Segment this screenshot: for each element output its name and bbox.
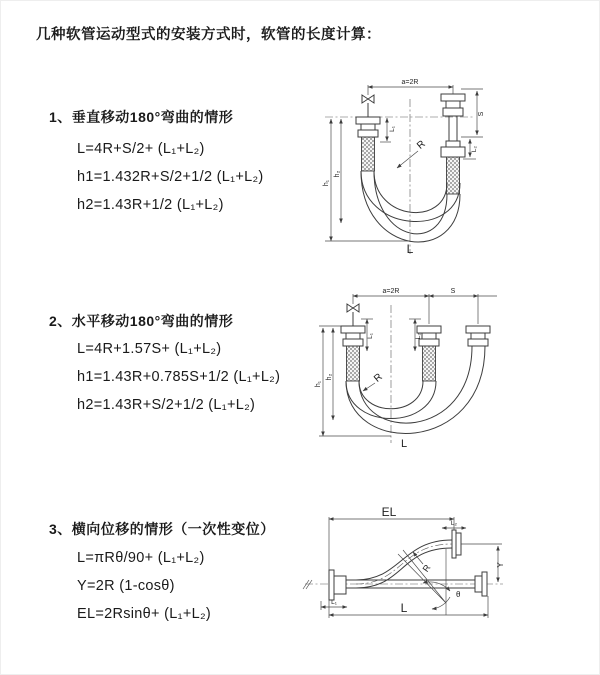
- dim-label-el: EL: [381, 505, 397, 519]
- braided-hose-section: [347, 346, 360, 381]
- hose-u-bend: [361, 171, 460, 242]
- section-2-heading: 2、水平移动180°弯曲的情形: [49, 313, 234, 329]
- section-3-heading: 3、横向位移的情形（一次性变位）: [49, 521, 275, 537]
- formula-line: L=4R+1.57S+ (L₁+L₂): [77, 341, 222, 357]
- diagram-vertical-180-bend: [311, 71, 596, 261]
- formula-line: EL=2Rsinθ+ (L₁+L₂): [77, 606, 212, 622]
- dim-label-y: Y: [496, 562, 505, 568]
- page-title: 几种软管运动型式的安装方式时，软管的长度计算：: [36, 27, 381, 43]
- right-flange-fitting: [466, 326, 490, 346]
- length-label: L: [406, 242, 414, 256]
- top-flange: [452, 530, 461, 558]
- dim-label-h1: h₁: [315, 380, 322, 388]
- dim-label-h1: h₁: [323, 179, 330, 187]
- dim-label-l1: L₁: [367, 333, 374, 339]
- dim-label-s: S: [478, 111, 485, 117]
- right-flange: [475, 572, 487, 596]
- dim-label-h2: h₂: [326, 373, 333, 381]
- formula-line: h2=1.43R+1/2 (L₁+L₂): [77, 197, 224, 213]
- formula-line: h1=1.432R+S/2+1/2 (L₁+L₂): [77, 169, 264, 185]
- valve-icon: [347, 304, 359, 312]
- dim-label-l2: L₂: [415, 332, 422, 340]
- formula-line: L=πRθ/90+ (L₁+L₂): [77, 550, 205, 566]
- diagram-lateral-displacement: [301, 499, 600, 663]
- formula-line: L=4R+S/2+ (L₁+L₂): [77, 141, 205, 157]
- left-flange-fitting: [341, 326, 365, 346]
- right-flange-fitting-upper: [441, 94, 465, 116]
- section-1-heading: 1、垂直移动180°弯曲的情形: [49, 109, 234, 125]
- valve-icon: [362, 95, 374, 103]
- formula-line: h2=1.43R+S/2+1/2 (L₁+L₂): [77, 397, 256, 413]
- formula-line: h1=1.43R+0.785S+1/2 (L₁+L₂): [77, 369, 281, 385]
- radius-label: R: [420, 562, 433, 574]
- length-label: L: [400, 438, 408, 450]
- dim-label-a2r: a=2R: [401, 79, 419, 86]
- right-flange-fitting-lower: [441, 141, 465, 157]
- dim-label-l1: L₁: [331, 599, 337, 606]
- braided-hose-section: [447, 157, 460, 194]
- formula-line: Y=2R (1-cosθ): [77, 578, 175, 594]
- dim-label-l2: L₂: [471, 145, 478, 153]
- hose-s-curve: [356, 540, 452, 588]
- dim-label-l1: L₁: [389, 126, 396, 132]
- dim-label-a2r: a=2R: [382, 288, 400, 295]
- radius-label: R: [415, 138, 428, 152]
- radius-label: R: [372, 371, 385, 385]
- hose-u-bend: [346, 346, 485, 433]
- theta-label: θ: [456, 590, 461, 599]
- dim-label-l2: L₂: [450, 520, 458, 527]
- braided-hose-section: [423, 346, 436, 381]
- centerline-break-symbol: [303, 580, 312, 589]
- left-flange-fitting: [356, 117, 380, 137]
- dim-label-h2: h₂: [334, 170, 341, 178]
- diagram-horizontal-180-bend: [307, 281, 592, 456]
- braided-hose-section: [362, 137, 375, 171]
- left-flange: [329, 570, 346, 600]
- dim-label-s: S: [450, 288, 456, 295]
- length-label: L: [400, 601, 408, 615]
